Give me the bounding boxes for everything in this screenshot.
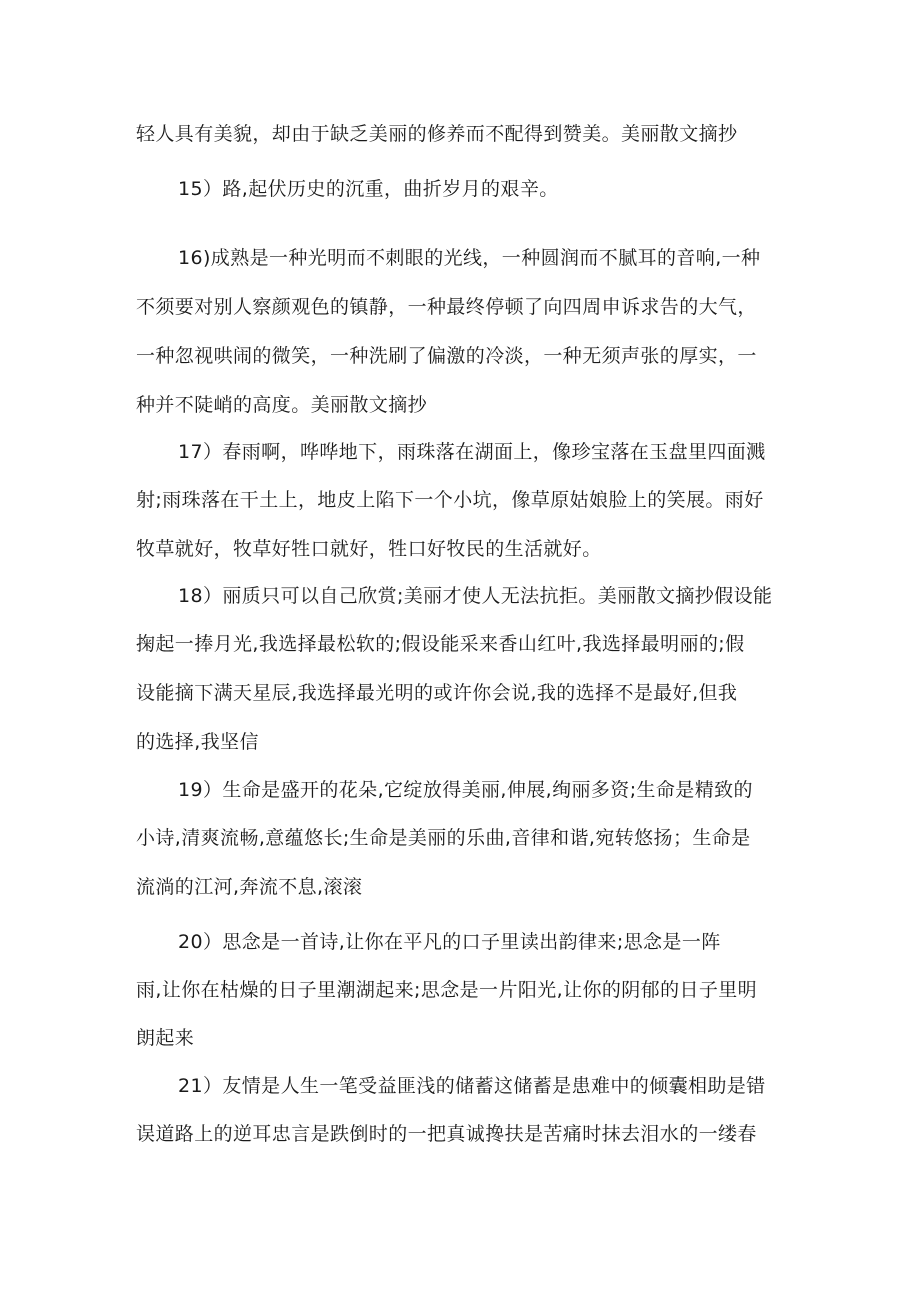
text-line: 18）丽质只可以自己欣赏;美丽才使人无法抗拒。美丽散文摘抄假设能: [178, 585, 773, 607]
text-line: 雨,让你在枯燥的日子里潮湖起来;思念是一片阳光,让你的阴郁的日子里明: [136, 979, 758, 1001]
text-line: 的选择,我坚信: [136, 731, 259, 753]
text-line: 17）春雨啊，哗哗地下，雨珠落在湖面上，像珍宝落在玉盘里四面溅: [178, 441, 766, 463]
text-line: 16)成熟是一种光明而不刺眼的光线，一种圆润而不腻耳的音响,一种: [178, 247, 761, 269]
text-line: 流淌的江河,奔流不息,滚滚: [136, 876, 363, 898]
text-line: 朗起来: [136, 1027, 195, 1049]
text-line: 20）思念是一首诗,让你在平凡的口子里读出韵律来;思念是一阵: [178, 931, 721, 953]
text-line: 不须要对别人察颜观色的镇静，一种最终停顿了向四周申诉求告的大气，: [136, 296, 757, 318]
text-line: 掬起一捧月光,我选择最松软的;假设能采来香山红叶,我选择最明丽的;假: [136, 633, 745, 655]
text-line: 误道路上的逆耳忠言是跌倒时的一把真诚搀扶是苦痛时抹去泪水的一缕春: [136, 1123, 757, 1145]
text-line: 牧草就好，牧草好牲口就好，牲口好牧民的生活就好。: [136, 538, 602, 560]
text-line: 设能摘下满天星辰,我选择最光明的或许你会说,我的选择不是最好,但我: [136, 682, 738, 704]
text-line: 小诗,清爽流畅,意蕴悠长;生命是美丽的乐曲,音律和谐,宛转悠扬；生命是: [136, 827, 751, 849]
text-line: 一种忽视哄闹的微笑，一种洗刷了偏激的冷淡，一种无须声张的厚实，一: [136, 345, 757, 367]
text-line: 19）生命是盛开的花朵,它绽放得美丽,伸展,绚丽多资;生命是精致的: [178, 779, 753, 801]
text-line: 21）友情是人生一笔受益匪浅的储蓄这储蓄是患难中的倾囊相助是错: [178, 1075, 766, 1097]
text-line: 种并不陡峭的高度。美丽散文摘抄: [136, 394, 428, 416]
text-line: 15）路,起伏历史的沉重，曲折岁月的艰辛。: [178, 178, 559, 200]
text-line: 轻人具有美貌，却由于缺乏美丽的修养而不配得到赞美。美丽散文摘抄: [136, 123, 738, 145]
text-line: 射;雨珠落在干土上，地皮上陷下一个小坑，像草原姑娘脸上的笑展。雨好: [136, 489, 764, 511]
